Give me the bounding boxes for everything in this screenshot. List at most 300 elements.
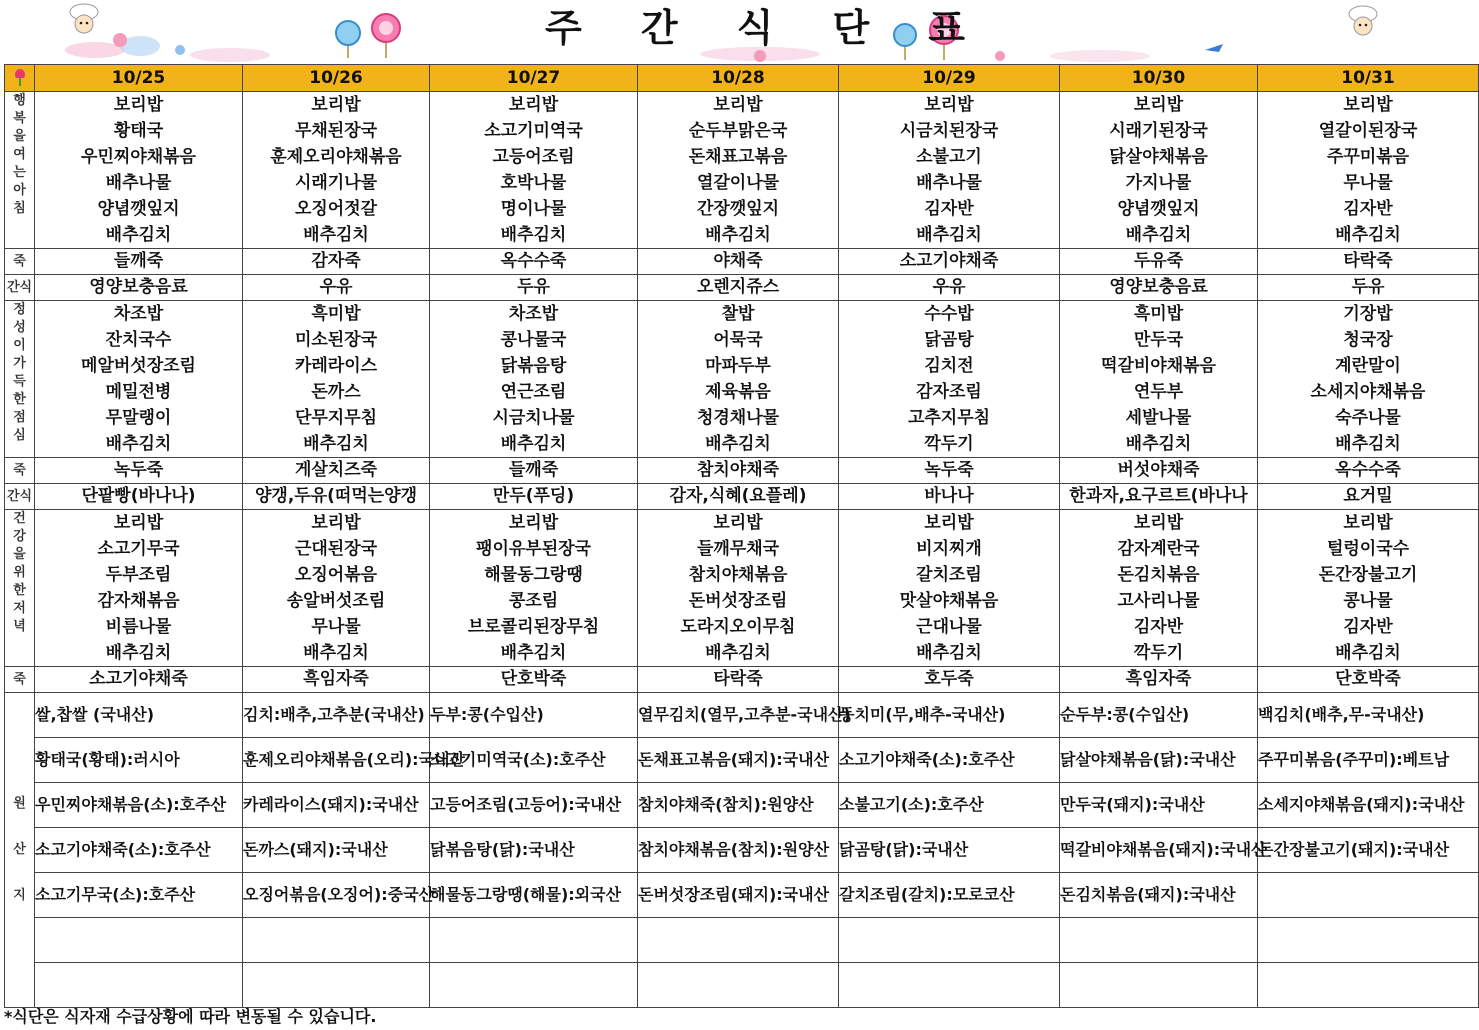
- origin-cell: [243, 963, 430, 1008]
- menu-item: 청국장: [1343, 330, 1393, 350]
- menu-item: 배추김치: [916, 643, 982, 663]
- origin-cell: [638, 963, 839, 1008]
- menu-item: 도라지오이무침: [680, 617, 796, 637]
- menu-item: 배추김치: [500, 434, 567, 454]
- date-header: 10/29: [839, 65, 1060, 92]
- menu-item: 배추김치: [1335, 225, 1401, 245]
- menu-item: 차조밥: [113, 304, 164, 324]
- origin-row: [5, 963, 1479, 1008]
- menu-item: 배추김치: [303, 225, 369, 245]
- origin-cell: 돈채표고볶음(돼지):국내산: [638, 738, 839, 783]
- menu-item: 훈제오리야채볶음: [270, 147, 402, 167]
- meal-cell: [1060, 510, 1258, 667]
- menu-item: 바나나: [839, 484, 1060, 510]
- meal-cell: [430, 92, 638, 249]
- origin-cell: 소고기야채죽(소):호주산: [839, 738, 1060, 783]
- menu-item: 무나물: [1343, 173, 1393, 193]
- menu-item: 흑미밥: [1133, 304, 1184, 324]
- menu-item: 옥수수죽: [430, 249, 638, 275]
- origin-cell: 김치:배추,고추분(국내산): [243, 693, 430, 738]
- lollipop-icon-left: [336, 14, 400, 58]
- menu-item: 타락죽: [638, 667, 839, 693]
- menu-item: 야채죽: [638, 249, 839, 275]
- menu-item: 김자반: [1343, 199, 1393, 219]
- menu-item: 보리밥: [1343, 513, 1393, 533]
- origin-cell: [1258, 873, 1479, 918]
- origin-row: [5, 693, 1479, 738]
- menu-item: 소세지야채볶음: [1310, 382, 1426, 402]
- menu-item: 배추김치: [705, 643, 771, 663]
- menu-item: 떡갈비야채볶음: [1101, 356, 1216, 376]
- menu-item: 들깨죽: [430, 458, 638, 484]
- origin-cell: 닭볶음탕(닭):국내산: [430, 828, 638, 873]
- date-header: 10/30: [1060, 65, 1258, 92]
- date-header: 10/31: [1258, 65, 1479, 92]
- menu-item: 깍두기: [924, 434, 974, 454]
- section-label-char: 원: [13, 796, 26, 811]
- meal-cell: [638, 510, 839, 667]
- origin-cell: [430, 918, 638, 963]
- menu-item: 배추김치: [705, 434, 771, 454]
- title-char: 표: [928, 5, 965, 50]
- menu-item: 무나물: [311, 617, 361, 637]
- menu-item: 보리밥: [113, 513, 164, 533]
- menu-item: 콩조림: [508, 591, 559, 611]
- origin-cell: [1060, 963, 1258, 1008]
- afternoon-snack-row: [5, 484, 1479, 510]
- title-char: 간: [640, 5, 678, 50]
- menu-item: 영양보충음료: [35, 275, 243, 301]
- chef-icon-right: [1349, 6, 1377, 35]
- section-label-char: 이: [13, 338, 26, 353]
- menu-item: 두유죽: [1060, 249, 1258, 275]
- menu-item: 돈채표고볶음: [688, 147, 788, 167]
- menu-item: 보리밥: [311, 95, 361, 115]
- menu-item: 찰밥: [721, 304, 755, 324]
- origin-cell: 쌀,찹쌀 (국내산): [35, 693, 243, 738]
- origin-row: [5, 783, 1479, 828]
- menu-item: 우유: [839, 275, 1060, 301]
- dinner-porridge-row: [5, 667, 1479, 693]
- meal-cell: [839, 510, 1060, 667]
- menu-item: 소고기미역국: [484, 121, 583, 141]
- lunch-label: [5, 301, 35, 458]
- menu-item: 보리밥: [113, 95, 164, 115]
- menu-item: 열갈이나물: [696, 173, 780, 193]
- menu-item: 요거밀: [1258, 484, 1479, 510]
- menu-item: 배추김치: [105, 225, 172, 245]
- origin-cell: 소고기야채죽(소):호주산: [35, 828, 243, 873]
- menu-item: 호두죽: [839, 667, 1060, 693]
- menu-item: 갈치조림: [916, 565, 982, 585]
- menu-item: 보리밥: [1133, 95, 1184, 115]
- origin-cell: [1258, 918, 1479, 963]
- menu-item: 수수밥: [924, 304, 974, 324]
- menu-item: 차조밥: [508, 304, 559, 324]
- origin-row: [5, 738, 1479, 783]
- meal-cell: [638, 92, 839, 249]
- menu-item: 세발나물: [1125, 408, 1192, 428]
- menu-item: 들깨무채국: [696, 539, 780, 559]
- porridge-label: 죽: [5, 249, 35, 275]
- meal-cell: [1258, 301, 1479, 458]
- menu-item: 보리밥: [924, 95, 974, 115]
- meal-cell: [243, 301, 430, 458]
- origin-row: [5, 918, 1479, 963]
- origin-cell: 닭곰탕(닭):국내산: [839, 828, 1060, 873]
- section-label-char: 정: [13, 302, 26, 317]
- menu-item: 카레라이스: [294, 356, 378, 376]
- menu-item: 배추김치: [1335, 434, 1401, 454]
- section-label-char: 한: [13, 392, 26, 407]
- meal-cell: [430, 301, 638, 458]
- menu-item: 닭살야채볶음: [1109, 147, 1208, 167]
- menu-item: 연근조림: [500, 382, 567, 402]
- menu-item: 계란말이: [1335, 356, 1401, 376]
- menu-item: 시래기된장국: [1109, 121, 1208, 141]
- menu-item: 감자,식혜(요플레): [638, 484, 839, 510]
- section-label-char: 가: [13, 356, 26, 371]
- menu-item: 참치야채볶음: [688, 565, 788, 585]
- morning-snack-row: [5, 275, 1479, 301]
- dinner-row: [5, 510, 1479, 667]
- breakfast-row: [5, 92, 1479, 249]
- menu-item: 배추나물: [105, 173, 172, 193]
- menu-item: 영양보충음료: [1060, 275, 1258, 301]
- origin-cell: 갈치조림(갈치):모로코산: [839, 873, 1060, 918]
- menu-item: 무채된장국: [294, 121, 378, 141]
- menu-item: 청경채나물: [696, 408, 780, 428]
- origin-cell: [1060, 918, 1258, 963]
- date-header: 10/26: [243, 65, 430, 92]
- origin-cell: [1258, 963, 1479, 1008]
- origin-cell: 두부:콩(수입산): [430, 693, 638, 738]
- meal-cell: [1060, 92, 1258, 249]
- snack-label: 간식: [5, 484, 35, 510]
- origin-cell: 참치야채볶음(참치):원양산: [638, 828, 839, 873]
- menu-item: 두부조림: [105, 565, 172, 585]
- origin-cell: [35, 963, 243, 1008]
- origin-cell: [839, 918, 1060, 963]
- menu-item: 맛살야채볶음: [899, 591, 999, 611]
- meal-cell: [1060, 301, 1258, 458]
- meal-cell: [638, 301, 839, 458]
- menu-item: 배추김치: [1125, 434, 1192, 454]
- menu-item: 열갈이된장국: [1318, 121, 1418, 141]
- menu-item: 김자반: [1343, 617, 1393, 637]
- section-label-char: 건: [13, 511, 26, 526]
- origin-cell: [243, 918, 430, 963]
- tulip-icon: [5, 65, 35, 92]
- menu-item: 근대나물: [916, 617, 982, 637]
- menu-item: 메알버섯장조림: [81, 356, 196, 376]
- menu-item: 소고기야채죽: [839, 249, 1060, 275]
- menu-item: 돈김치볶음: [1117, 565, 1200, 585]
- menu-item: 오징어볶음: [294, 565, 378, 585]
- lunch-porridge-row: [5, 458, 1479, 484]
- menu-item: 호박나물: [500, 173, 567, 193]
- menu-item: 돈간장불고기: [1318, 565, 1418, 585]
- menu-item: 털렁이국수: [1326, 539, 1410, 559]
- section-label-char: 한: [13, 583, 26, 598]
- section-label-char: 심: [13, 428, 26, 443]
- date-header: 10/27: [430, 65, 638, 92]
- date-header-row: [5, 65, 1479, 92]
- menu-item: 황태국: [113, 121, 164, 141]
- menu-item: 만두국: [1133, 330, 1184, 350]
- menu-item: 배추김치: [500, 643, 567, 663]
- menu-item: 두유: [430, 275, 638, 301]
- menu-item: 소고기야채죽: [35, 667, 243, 693]
- menu-item: 배추김치: [105, 434, 172, 454]
- menu-item: 배추김치: [1125, 225, 1192, 245]
- breakfast-porridge-row: [5, 249, 1479, 275]
- section-label-char: 여: [13, 147, 26, 162]
- origin-cell: [638, 918, 839, 963]
- section-label-char: 을: [13, 547, 26, 562]
- menu-item: 보리밥: [713, 513, 763, 533]
- menu-item: 양갱,두유(떠먹는양갱: [243, 484, 430, 510]
- title-char: 주: [545, 5, 582, 50]
- menu-item: 고등어조림: [492, 147, 575, 167]
- menu-item: 배추김치: [500, 225, 567, 245]
- page-title: [545, 0, 965, 48]
- menu-item: 깍두기: [1133, 643, 1184, 663]
- menu-item: 잔치국수: [105, 330, 172, 350]
- menu-item: 흑임자죽: [1060, 667, 1258, 693]
- meal-cell: [839, 92, 1060, 249]
- menu-item: 감자죽: [243, 249, 430, 275]
- menu-item: 시금치나물: [492, 408, 575, 428]
- meal-cell: [35, 301, 243, 458]
- menu-item: 보리밥: [713, 95, 763, 115]
- menu-item: 시금치된장국: [899, 121, 999, 141]
- menu-item: 버섯야채죽: [1060, 458, 1258, 484]
- lunch-row: [5, 301, 1479, 458]
- origin-cell: 해물동그랑땡(해물):외국산: [430, 873, 638, 918]
- menu-item: 김치전: [924, 356, 974, 376]
- menu-item: 비지찌개: [916, 539, 982, 559]
- menu-item: 보리밥: [508, 95, 559, 115]
- section-label-char: 점: [13, 410, 26, 425]
- menu-item: 연두부: [1133, 382, 1184, 402]
- menu-item: 메밀전병: [105, 382, 172, 402]
- title-char: 식: [736, 5, 774, 50]
- origin-cell: 돈버섯장조림(돼지):국내산: [638, 873, 839, 918]
- origin-cell: [430, 963, 638, 1008]
- origin-cell: 참치야채죽(참치):원양산: [638, 783, 839, 828]
- origin-cell: 떡갈비야채볶음(돼지):국내산: [1060, 828, 1258, 873]
- menu-item: 배추김치: [916, 225, 982, 245]
- menu-item: 순두부맑은국: [688, 121, 788, 141]
- section-label-char: 득: [13, 374, 26, 389]
- menu-item: 소고기무국: [97, 539, 180, 559]
- date-header: 10/28: [638, 65, 839, 92]
- origin-cell: 돈까스(돼지):국내산: [243, 828, 430, 873]
- menu-item: 녹두죽: [839, 458, 1060, 484]
- menu-item: 우유: [243, 275, 430, 301]
- menu-item: 숙주나물: [1335, 408, 1401, 428]
- menu-item: 녹두죽: [35, 458, 243, 484]
- section-label-char: 을: [13, 129, 26, 144]
- origin-cell: 소세지야채볶음(돼지):국내산: [1258, 783, 1479, 828]
- menu-item: 브로콜리된장무침: [467, 617, 600, 637]
- menu-item: 돈까스: [311, 382, 361, 402]
- meal-cell: [1258, 92, 1479, 249]
- menu-item: 보리밥: [1343, 95, 1393, 115]
- meal-cell: [35, 92, 243, 249]
- origin-cell: 주꾸미볶음(주꾸미):베트남: [1258, 738, 1479, 783]
- section-label-char: 는: [13, 165, 26, 180]
- origin-cell: 고등어조림(고등어):국내산: [430, 783, 638, 828]
- origin-cell: 동치미(무,배추-국내산): [839, 693, 1060, 738]
- origin-cell: 카레라이스(돼지):국내산: [243, 783, 430, 828]
- menu-item: 들깨죽: [35, 249, 243, 275]
- menu-item: 김자반: [924, 199, 974, 219]
- menu-item: 주꾸미볶음: [1326, 147, 1410, 167]
- menu-item: 미소된장국: [294, 330, 378, 350]
- origin-cell: 순두부:콩(수입산): [1060, 693, 1258, 738]
- menu-item: 우민찌야채볶음: [81, 147, 196, 167]
- menu-item: 명이나물: [500, 199, 567, 219]
- menu-item: 고추지무침: [907, 408, 991, 428]
- menu-item: 오징어젓갈: [294, 199, 378, 219]
- menu-item: 닭곰탕: [924, 330, 974, 350]
- menu-item: 보리밥: [311, 513, 361, 533]
- menu-item: 간장깻잎지: [696, 199, 780, 219]
- origin-row: [5, 828, 1479, 873]
- origin-cell: [35, 918, 243, 963]
- menu-item: 배추김치: [303, 434, 369, 454]
- origin-cell: 소고기미역국(소):호주산: [430, 738, 638, 783]
- menu-item: 양념깻잎지: [97, 199, 180, 219]
- section-label-char: 행: [13, 93, 26, 108]
- menu-item: 단무지무침: [294, 408, 378, 428]
- menu-item: 배추김치: [303, 643, 369, 663]
- menu-item: 두유: [1258, 275, 1479, 301]
- menu-item: 해물동그랑땡: [484, 565, 583, 585]
- origin-cell: 소고기무국(소):호주산: [35, 873, 243, 918]
- origin-cell: 닭살야채볶음(닭):국내산: [1060, 738, 1258, 783]
- menu-item: 소불고기: [916, 147, 982, 167]
- date-header: 10/25: [35, 65, 243, 92]
- menu-item: 흑임자죽: [243, 667, 430, 693]
- menu-item: 단팥빵(바나나): [35, 484, 243, 510]
- menu-item: 감자조림: [916, 382, 982, 402]
- menu-item: 콩나물국: [500, 330, 567, 350]
- origin-row: [5, 873, 1479, 918]
- menu-item: 양념깻잎지: [1117, 199, 1200, 219]
- origin-cell: 돈간장불고기(돼지):국내산: [1258, 828, 1479, 873]
- menu-item: 보리밥: [924, 513, 974, 533]
- menu-item: 보리밥: [508, 513, 559, 533]
- menu-item: 콩나물: [1343, 591, 1393, 611]
- dinner-label: [5, 510, 35, 667]
- section-label-char: 강: [13, 529, 26, 544]
- origin-cell: 소불고기(소):호주산: [839, 783, 1060, 828]
- meal-cell: [35, 510, 243, 667]
- flower-decoration-left: [65, 33, 270, 62]
- origin-cell: 우민찌야채볶음(소):호주산: [35, 783, 243, 828]
- menu-item: 만두(푸딩): [430, 484, 638, 510]
- menu-item: 타락죽: [1258, 249, 1479, 275]
- menu-item: 기장밥: [1343, 304, 1393, 324]
- weekly-menu-table: [4, 64, 1479, 1008]
- menu-item: 고사리나물: [1117, 591, 1200, 611]
- menu-item: 배추김치: [105, 643, 172, 663]
- menu-item: 감자계란국: [1117, 539, 1200, 559]
- title-char: 단: [832, 5, 870, 50]
- origin-cell: 황태국(황태):러시아: [35, 738, 243, 783]
- menu-item: 어묵국: [713, 330, 763, 350]
- origin-cell: 돈김치볶음(돼지):국내산: [1060, 873, 1258, 918]
- meal-cell: [243, 92, 430, 249]
- menu-item: 감자채볶음: [97, 591, 180, 611]
- menu-item: 흑미밥: [311, 304, 361, 324]
- section-label-char: 침: [13, 201, 26, 216]
- section-label-char: 성: [13, 320, 26, 335]
- meal-cell: [839, 301, 1060, 458]
- menu-item: 김자반: [1133, 617, 1184, 637]
- section-label-char: 위: [13, 565, 26, 580]
- porridge-label: 죽: [5, 667, 35, 693]
- menu-item: 참치야채죽: [638, 458, 839, 484]
- menu-item: 무말랭이: [105, 408, 172, 428]
- section-label-char: 복: [13, 111, 26, 126]
- section-label-char: 산: [13, 842, 26, 857]
- menu-item: 게살치즈죽: [243, 458, 430, 484]
- menu-item: 배추나물: [916, 173, 982, 193]
- meal-cell: [1258, 510, 1479, 667]
- section-label-char: 저: [13, 601, 26, 616]
- menu-item: 단호박죽: [1258, 667, 1479, 693]
- menu-item: 팽이유부된장국: [476, 539, 591, 559]
- menu-item: 제육볶음: [705, 382, 771, 402]
- menu-item: 송알버섯조림: [286, 591, 386, 611]
- origin-cell: 백김치(배추,무-국내산): [1258, 693, 1479, 738]
- snack-label: 간식: [5, 275, 35, 301]
- menu-item: 비름나물: [105, 617, 172, 637]
- menu-item: 근대된장국: [294, 539, 378, 559]
- footnote: *식단은 식자재 수급상황에 따라 변동될 수 있습니다.: [4, 1007, 377, 1026]
- menu-item: 한과자,요구르트(바나나: [1060, 484, 1258, 510]
- section-label-char: 지: [13, 888, 26, 903]
- section-label-char: 녁: [13, 619, 26, 634]
- breakfast-label: [5, 92, 35, 249]
- origin-cell: 훈제오리야채볶음(오리):국내산: [243, 738, 430, 783]
- menu-item: 가지나물: [1125, 173, 1192, 193]
- origin-label: [5, 693, 35, 1008]
- section-label-char: 아: [13, 183, 26, 198]
- meal-cell: [243, 510, 430, 667]
- menu-item: 배추김치: [705, 225, 771, 245]
- menu-item: 시래기나물: [294, 173, 378, 193]
- origin-cell: 만두국(돼지):국내산: [1060, 783, 1258, 828]
- origin-cell: 열무김치(열무,고추분-국내산): [638, 693, 839, 738]
- chef-icon-left: [70, 4, 98, 33]
- menu-item: 돈버섯장조림: [688, 591, 788, 611]
- menu-item: 옥수수죽: [1258, 458, 1479, 484]
- menu-item: 닭볶음탕: [500, 356, 567, 376]
- meal-cell: [430, 510, 638, 667]
- menu-item: 단호박죽: [430, 667, 638, 693]
- origin-cell: [839, 963, 1060, 1008]
- menu-item: 배추김치: [1335, 643, 1401, 663]
- menu-item: 보리밥: [1133, 513, 1184, 533]
- porridge-label: 죽: [5, 458, 35, 484]
- menu-item: 오렌지쥬스: [638, 275, 839, 301]
- origin-cell: 오징어볶음(오징어):중국산: [243, 873, 430, 918]
